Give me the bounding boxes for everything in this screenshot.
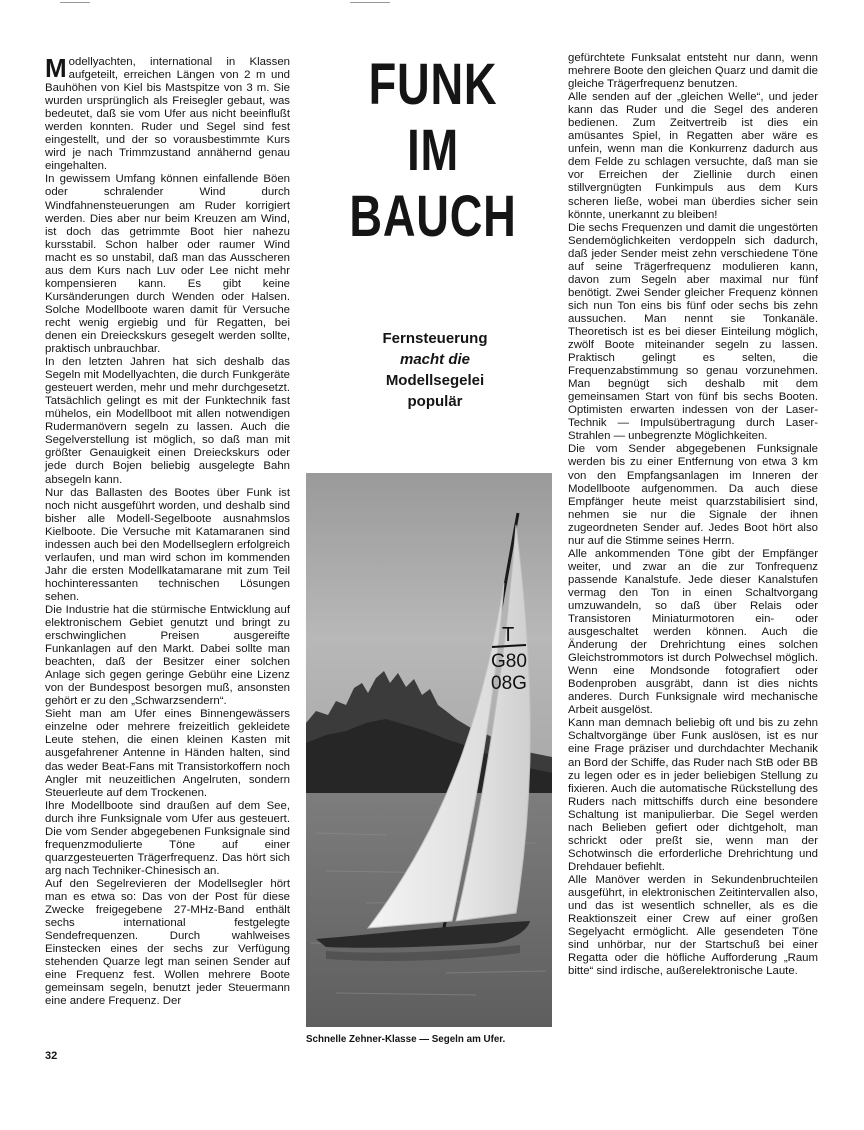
subtitle-line: Fernsteuerung (382, 330, 488, 347)
headline-line: IM (407, 118, 459, 183)
paragraph: In den letzten Jahren hat sich deshalb das Segeln mit Modellyachten, die durch Funkgeräte gesteuert werden, mehr und mehr durchgesetzt. Tatsächlich gelingt es mit der Funktechnik fast mühelos, ein Modellboot mit allen notwendigen Rudermanövern segeln zu lassen. Auch die Segelverstellung ist möglich, so daß man mit größter Genauigkeit einen Dreieckskurs oder jede durch Bojen beliebig ausgelegte Bahn absegeln kann. (45, 356, 290, 486)
sail-number-mirrored: 08G (491, 673, 527, 694)
sailboat-photo (306, 473, 552, 1027)
paragraph: Sieht man am Ufer eines Binnengewässers einzelne oder mehrere freizeitlich gekleidete Leute stehen, die einen kleinen Kasten mit ausgefahrener Antenne in Händen halten, sind das weder Beat-Fans mit Transistorkoffern noch Angler mit neuzeitlichen Angelruten, sondern Steuerleute auf dem Trockenen. (45, 708, 290, 799)
subtitle-line: macht die (399, 351, 471, 368)
paragraph: Auf den Segelrevieren der Modellsegler hört man es etwa so: Das von der Post für diese Zwecke freigegebene 27-MHz-Band enthält sechs international festgelegte Sendefrequenzen. Durch wahlweises Einstecken eines der sechs zur Verfügung stehenden Quarze legt man seinen Sender auf eine Frequenz fest. Wollen mehrere Boote gemeinsam segeln, benutzt jeder Steuermann eine andere Frequenz. Der (45, 877, 290, 1008)
scan-edge-line (350, 2, 390, 3)
paragraph: Alle ankommenden Töne gibt der Empfänger weiter, und zwar an die zur Tonfrequenz passende Kanalstufe. Jede dieser Kanalstufen vermag den Ton in einen Schaltvorgang umzuwandeln, so daß über Relais oder Transistoren Miniaturmotoren ein- oder ausgeschaltet werden können. Auch die Änderung der Drehrichtung eines solchen Gleichstrommotors ist durch Polwechsel möglich. Wenn eine Mondsonde fotografiert oder Bodenproben ausgräbt, dann ist dies nichts anderes. Durch Funksignale wird mechanische Arbeit ausgelöst. (568, 547, 818, 717)
paragraph: Die Industrie hat die stürmische Entwicklung auf elektronischem Gebiet genutzt und bringt zu erschwinglichen Preisen ausgereifte Funkanlagen auf den Markt. Dabei sollte man beachten, daß der Besitzer einer solchen Anlage sich gegen geringe Gebühr eine Lizenz von der Bundespost besorgen muß, ansonsten gehört er zu den „Schwarzsendern“. (45, 603, 290, 708)
paragraph (45, 53, 290, 173)
subtitle-line: populär (407, 393, 463, 410)
sailboat-illustration (306, 473, 552, 1027)
paragraph-text: odellyachten, international in Klassen aufgeteilt, erreichen Längen von 2 m und Bauhöhen von Kiel bis Mastspitze von 3 m. Sie wurden ursprünglich als Freisegler gebaut, was bedeutet, daß sie vom Ufer aus nicht beeinflußt werden konnten. Ruder und Segel sind fest eingestellt, und der so vorausbestimmte Kurs wird je nach Trimmzustand annähernd genau eingehalten. (45, 56, 290, 173)
subtitle (330, 328, 540, 412)
headline (339, 52, 528, 250)
sail-letter: T (502, 624, 515, 646)
paragraph: Alle Manöver werden in Sekundenbruchteilen ausgeführt, in elektronischen Zeitintervallen also, und das ist wesentlich schneller, als es die Reaktionszeit einer Crew auf einer großen Segelyacht ermöglicht. Alle gesendeten Töne sind unhörbar, nur der Startschuß bei einer Regatta oder die höfliche Aufforderung „Raum bitte“ sind irdische, außerelektronische Laute. (568, 873, 818, 978)
paragraph: Die vom Sender abgegebenen Funksignale werden bis zu einer Entfernung von etwa 3 km von den Empfangsanlagen im Inneren der Modellboote aufgenommen. Da auch diese Empfänger heute meist quarzstabilisiert sind, nehmen sie nur die Signale der ihnen zugeordneten Sender auf. Jedes Boot hört also nur auf die Stimme seines Herrn. (568, 443, 818, 547)
paragraph: gefürchtete Funksalat entsteht nur dann, wenn mehrere Boote den gleichen Quarz und damit die gleiche Trägerfrequenz benutzen. (568, 52, 818, 91)
paragraph: In gewissem Umfang können einfallende Böen oder schralender Wind durch Windfahnensteuerungen am Ruder korrigiert werden. Dies aber nur beim Kreuzen am Wind, ist doch das getrimmte Boot hier nahezu kursstabil. Schon halber oder raumer Wind macht es so unstabil, daß man das Ausscheren aus dem Kurs nach Luv oder Lee nicht mehr kompensieren kann. Es gibt keine Kursänderungen durch Wenden oder Halsen. Solche Modellboote waren damit für Versuche recht wenig ergiebig und für Regatten, bei denen ein Dreieckskurs gesegelt werden sollte, praktisch unbrauchbar. (45, 173, 290, 356)
right-column (568, 52, 818, 978)
left-column (45, 53, 290, 1008)
paragraph: Ihre Modellboote sind draußen auf dem See, durch ihre Funksignale vom Ufer aus gesteuert. Die vom Sender abgegebenen Funksignale sind frequenzmodulierte Töne auf einer quarzgesteuerten Trägerfrequenz. Das hört sich arg nach Techniker-Chinesisch an. (45, 799, 290, 877)
drop-cap: M (45, 53, 67, 83)
scan-edge-line (60, 2, 90, 3)
paragraph: Alle senden auf der „gleichen Welle“, und jeder kann das Ruder und die Segel des anderen bedienen. Zum Zeitvertreib ist dies ein amüsantes Spiel, in Regatten aber wäre es unfein, wenn man die Konkurrenz dadurch aus dem Felde zu schlagen versuchte, daß man sie vor Erreichen der Ziellinie durch einen stillvergnügten Funkimpuls aus dem Kurs scheren ließe, wobei man überdies sicher sein könnte, unerkannt zu bleiben! (568, 91, 818, 221)
paragraph: Die sechs Frequenzen und damit die ungestörten Sendemöglichkeiten verdoppeln sich dadurch, daß jeder Sender meist zehn verschiedene Töne auf seine Trägerfrequenz modulieren kann, davon zum Segeln aber maximal nur fünf benötigt. Zwei Sender gleicher Frequenz können sich nun Ton eins bis fünf oder sechs bis zehn aussuchen. Man nennt sie Tonkanäle. Theoretisch ist es bei dieser Einteilung möglich, zwölf Boote miteinander segeln zu lassen. Praktisch gelingt es selten, die Frequenzabstimmung so genau vorzunehmen. Man begnügt sich deshalb mit dem gemeinsamen Start von fünf bis sechs Booten. Optimisten erwarten indessen von der Laser-Technik — Impulsübertragung durch Laser-Strahlen — unbegrenzte Möglichkeiten. (568, 221, 818, 443)
photo-caption: Schnelle Zehner-Klasse — Segeln am Ufer. (306, 1034, 506, 1045)
paragraph: Nur das Ballasten des Bootes über Funk ist noch nicht ausgeführt worden, und deshalb sind bisher alle Modell-Segelboote ausnahmslos Kielboote. Die Versuche mit Katamaranen sind indessen auch bei den Modellseglern erfolgreich verlaufen, und man wird schon im kommenden Jahr die ersten Modellkatamarane mit zum Teil hochinteressanten technischen Lösungen sehen. (45, 486, 290, 603)
sail-number: G80 (491, 651, 527, 672)
headline-line: BAUCH (349, 184, 517, 249)
page-number: 32 (45, 1050, 58, 1062)
paragraph: Kann man demnach beliebig oft und bis zu zehn Schaltvorgänge über Funk auslösen, ist es nur eine Frage präziser und durchdachter Mechanik an Bord der Schiffe, das Ruder nach StB oder BB zu legen oder es in jeder beliebigen Stellung zu fixieren. Auch die automatische Rückstellung des Ruders nach mittschiffs durch eine besondere Schaltung ist manipulierbar. Die Segel werden nach Belieben gefiert oder dichtgeholt, man schrickt oder preßt sie, wenn man der Schotwinsch die erforderliche Drehrichtung und Drehdauer befiehlt. (568, 717, 818, 873)
subtitle-line: Modellsegelei (385, 372, 485, 389)
headline-line: FUNK (368, 52, 498, 117)
